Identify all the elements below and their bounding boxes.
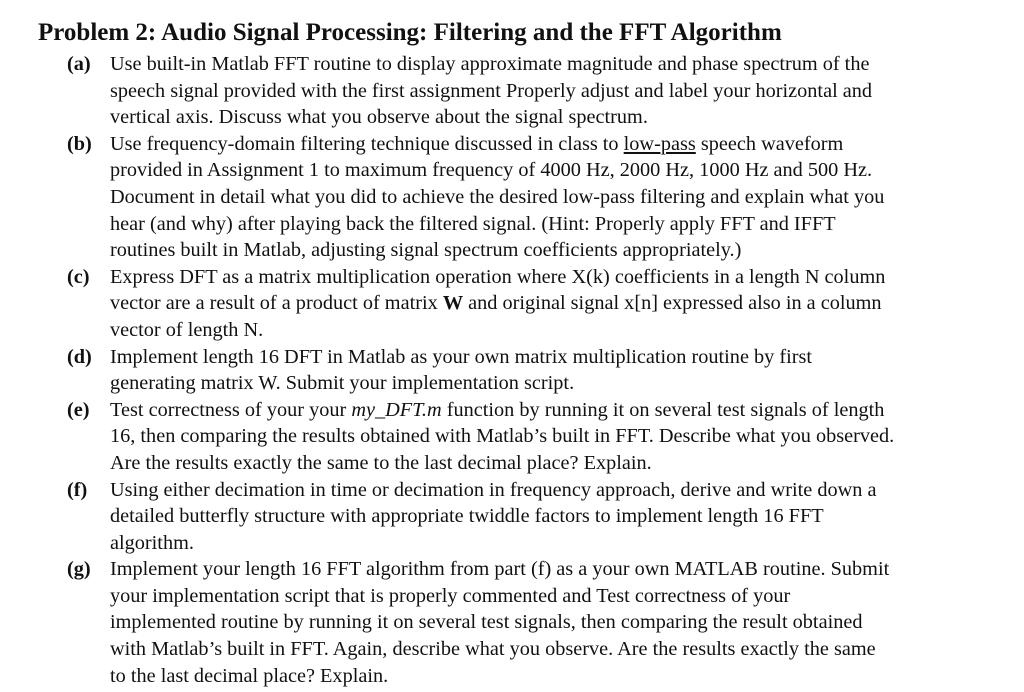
part-b [38, 131, 1014, 264]
part-f-line-2: detailed butterfly structure with appropriate twiddle factors to implement length 16 FFT [110, 505, 824, 528]
part-f-line-1: Using either decimation in time or decimation in frequency approach, derive and write down a [110, 478, 877, 501]
part-a-line-1: Use built-in Matlab FFT routine to display approximate magnitude and phase spectrum of the [110, 53, 870, 75]
part-f [38, 477, 1014, 557]
part-d-label: (d) [67, 345, 92, 368]
part-d-line-2: generating matrix W. Submit your implementation script. [110, 372, 575, 395]
part-g-line-3: implemented routine by running it on several test signals, then comparing the result obtained [110, 611, 863, 634]
part-b-line-1-post: speech waveform [695, 132, 844, 155]
part-b-line-2: provided in Assignment 1 to maximum frequency of 4000 Hz, 2000 Hz, 1000 Hz and 500 Hz. [110, 159, 873, 182]
part-g-label: (g) [67, 558, 91, 581]
part-e-line-1-pre: Test correctness of your your [110, 398, 352, 421]
part-c-line-2-pre: vector are a result of a product of matrix [110, 292, 443, 315]
part-e-label: (e) [67, 398, 90, 421]
part-c-line-2-post: and original signal x[n] expressed also in a column [463, 292, 882, 315]
part-g-line-2: your implementation script that is properly commented and Test correctness of your [110, 584, 791, 607]
part-b-line-5: routines built in Matlab, adjusting signal spectrum coefficients appropriately.) [110, 239, 742, 262]
part-e-line-3: Are the results exactly the same to the last decimal place? Explain. [110, 451, 652, 474]
part-b-line-1-pre: Use frequency-domain filtering technique discussed in class to [110, 132, 624, 155]
part-b-line-3: Document in detail what you did to achieve the desired low-pass filtering and explain what you [110, 185, 885, 208]
my-dft-filename: my_DFT.m [351, 398, 442, 421]
part-f-line-3: algorithm. [110, 531, 194, 554]
part-e-line-1-post: function by running it on several test signals of length [441, 398, 885, 421]
part-e-line-1 [110, 397, 1014, 424]
part-b-line-4: hear (and why) after playing back the filtered signal. (Hint: Properly apply FFT and IFFT [110, 212, 836, 235]
part-g-line-5: to the last decimal place? Explain. [110, 664, 389, 687]
part-e-line-2: 16, then comparing the results obtained with Matlab’s built in FFT. Describe what you observed. [110, 425, 895, 448]
problem-title: Problem 2: Audio Signal Processing: Filtering and the FFT Algorithm [38, 19, 782, 46]
part-a-label: (a) [67, 53, 91, 75]
part-a-line-2: speech signal provided with the first assignment Properly adjust and label your horizontal and [110, 79, 873, 102]
part-b-label: (b) [67, 132, 92, 155]
part-f-label: (f) [67, 478, 88, 501]
problem-parts-list [38, 51, 1014, 689]
part-d [38, 344, 1014, 397]
part-d-line-1: Implement length 16 DFT in Matlab as your own matrix multiplication routine by first [110, 345, 813, 368]
part-c [38, 264, 1014, 344]
part-a-line-3: vertical axis. Discuss what you observe about the signal spectrum. [110, 106, 648, 129]
part-b-line-1 [110, 131, 1014, 158]
part-g [38, 556, 1014, 689]
low-pass-underlined: low-pass [623, 132, 696, 155]
matrix-w-bold: W [442, 292, 464, 315]
part-a [38, 51, 1014, 131]
part-c-line-2 [110, 290, 1014, 317]
part-g-line-4: with Matlab’s built in FFT. Again, describe what you observe. Are the results exactly the same [110, 638, 876, 661]
part-c-line-1: Express DFT as a matrix multiplication operation where X(k) coefficients in a length N column [110, 265, 886, 288]
part-g-line-1: Implement your length 16 FFT algorithm from part (f) as a your own MATLAB routine. Submit [110, 558, 890, 581]
part-e [38, 397, 1014, 477]
part-c-line-3: vector of length N. [110, 318, 264, 341]
part-c-label: (c) [67, 265, 90, 288]
